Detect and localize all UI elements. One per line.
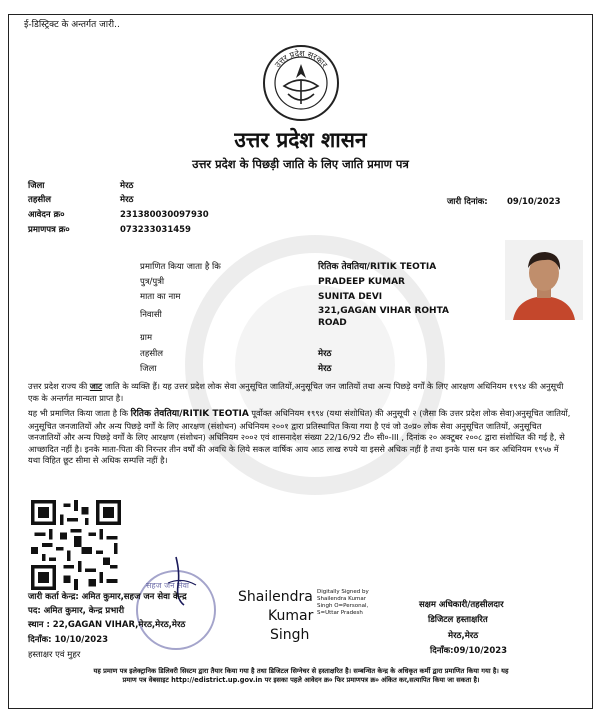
certification-paragraph	[28, 408, 573, 467]
holder-name: रितिक तेवतिया/RITIK TEOTIA	[318, 262, 437, 272]
caste-name: जाट	[89, 381, 103, 391]
issue-date-label: जारी दिनांक:	[447, 197, 488, 207]
authority-place: मेरठ,मेरठ	[448, 631, 479, 641]
application-number-value: 231380030097930	[120, 210, 209, 220]
person-tehsil-value: मेरठ	[318, 349, 332, 359]
person-district-value: मेरठ	[318, 364, 332, 374]
signer-name-line-1: Shailendra	[238, 589, 313, 605]
caste-paragraph-start: उत्तर प्रदेश राज्य की	[28, 381, 90, 391]
signer-name-line-3: Singh	[270, 627, 310, 643]
signer-name-line-2: Kumar	[268, 608, 314, 624]
sign-seal-label: हस्ताक्षर एवं मुहर	[28, 650, 81, 660]
qr-code	[30, 500, 122, 590]
mother-label: माता का नाम	[140, 292, 181, 302]
caste-paragraph	[28, 381, 573, 404]
digital-line-4: S=Uttar Pradesh	[317, 610, 363, 616]
applicant-photo	[505, 240, 583, 320]
caste-paragraph-end: जाति के व्यक्ति हैं। यह उत्तर प्रदेश लोक सेवा अनुसूचित जातियों,अनुसूचित जन जातियों तथा अन्य पिछड़े वर्गों के लिए आरक्षण अधिनियम १९९४ की अनुसूची एक के अन्तर्गत मान्यता प्राप्त है।	[28, 381, 564, 403]
application-number-label: आवेदन क्र०	[28, 210, 65, 220]
certification-paragraph-end: पूर्वोक्त अधिनियम १९९४ (यथा संशोधित) की अनुसूची २ (जैसा कि उत्तर प्रदेश लोक सेवा)अनुसूचित जातियों, अनुसूचित जनजातियों और अन्य पिछड़े वर्गों के लिए आरक्षण (संशोधन) अधिनियम २००१ द्वारा प्रतिस्थापित किया गया है एवं जो उ०प्र० लोक सेवा अनुसूचित जातियों, अनुसूचित जनजातियों और अन्य पिछड़े वर्गों के लिए आरक्षण (संशोधन) अधिनियम २००२ एवं शासनादेश संख्या 22/16/92 टी० सी०-III , दिनांक २० अक्टूबर २००८ द्वारा संशोधित की गई है, से आच्छादित नहीं है। इनके माता-पिता की निरन्तर तीन वर्षों की अवधि के लिये सकल वार्षिक आय आठ लाख रुपये या इससे अधिक नहीं है तथा इनके पास धन कर अधिनियम १९५७ में यथा विहित छूट सीमा से अधिक सम्पत्ति नहीं है।	[28, 408, 571, 465]
verification-note-line-1: यह प्रमाण पत्र इलेक्ट्रानिक डिलिवरी सिस्टम द्वारा तैयार किया गया है तथा डिजिटल सिग्नेचर से हस्ताक्षरित है। सम्बन्धित केन्द्र के अधिकृत कर्मी द्वारा प्रमाणित किया गया है। यह	[93, 667, 509, 675]
digital-line-3: Singh O=Personal,	[317, 603, 369, 609]
certificate-number-value: 073233031459	[120, 225, 191, 235]
page-title: उत्तर प्रदेश शासन	[234, 128, 367, 152]
issuing-center: जारी कर्ता केन्द्र: अमित कुमार,सहज जन सेवा केन्द्र	[28, 592, 187, 602]
mother-name: SUNITA DEVI	[318, 292, 383, 302]
issue-center-date: दिनाँक: 10/10/2023	[28, 635, 109, 645]
digital-signature-details	[317, 589, 369, 617]
tehsil-label: तहसील	[28, 195, 52, 205]
residence-line-1: 321,GAGAN VIHAR ROHTA	[318, 306, 449, 316]
residence-label: निवासी	[140, 310, 162, 320]
certificate-subtitle: उत्तर प्रदेश के पिछड़ी जाति के लिए जाति प्रमाण पत्र	[192, 157, 409, 171]
top-note: ई-डिस्ट्रिक्ट के अन्तर्गत जारी..	[24, 20, 120, 30]
certified-person-name: रितिक तेवतिया/RITIK TEOTIA	[130, 409, 249, 419]
digitally-signed-label: डिजिटल हस्ताक्षरित	[428, 615, 488, 625]
verification-note	[16, 667, 586, 685]
authority-date: दिनाँक:09/10/2023	[430, 646, 508, 656]
certify-label: प्रमाणित किया जाता है कि	[140, 262, 221, 272]
certification-paragraph-start: यह भी प्रमाणित किया जाता है कि	[28, 408, 131, 418]
district-value: मेरठ	[120, 181, 134, 191]
emblem-text: उत्तर प्रदेश सरकार	[273, 48, 330, 70]
tehsil-value: मेरठ	[120, 195, 134, 205]
father-name: PRADEEP KUMAR	[318, 277, 405, 287]
up-government-emblem	[262, 44, 340, 122]
seal-text: सहज जन सेवा	[146, 581, 189, 590]
certificate-number-label: प्रमाणपत्र क्र०	[28, 225, 70, 235]
person-district-label: जिला	[140, 364, 157, 374]
residence-line-2: ROAD	[318, 318, 347, 328]
digital-line-2: Shailendra Kumar	[317, 596, 366, 602]
district-label: जिला	[28, 181, 45, 191]
issuer-post: पद: अमित कुमार, केन्द्र प्रभारी	[28, 606, 125, 616]
relation-label: पुत्र/पुत्री	[140, 277, 165, 287]
village-label: ग्राम	[140, 333, 153, 343]
verification-note-line-2: प्रमाण पत्र वेबसाइट http://edistrict.up.gov.in पर इसका पहले आवेदन क्र० फिर प्रमाणपत्र क्र० अंकित कर,सत्यापित किया जा सकता है।	[122, 676, 480, 684]
issue-date-value: 09/10/2023	[507, 197, 561, 207]
person-tehsil-label: तहसील	[140, 349, 164, 359]
digital-line-1: Digitally Signed by	[317, 589, 369, 595]
authority-title: सक्षम अधिकारी/तहसीलदार	[419, 600, 504, 610]
issue-place: स्थान : 22,GAGAN VIHAR,मेरठ,मेरठ,मेरठ	[28, 620, 186, 630]
